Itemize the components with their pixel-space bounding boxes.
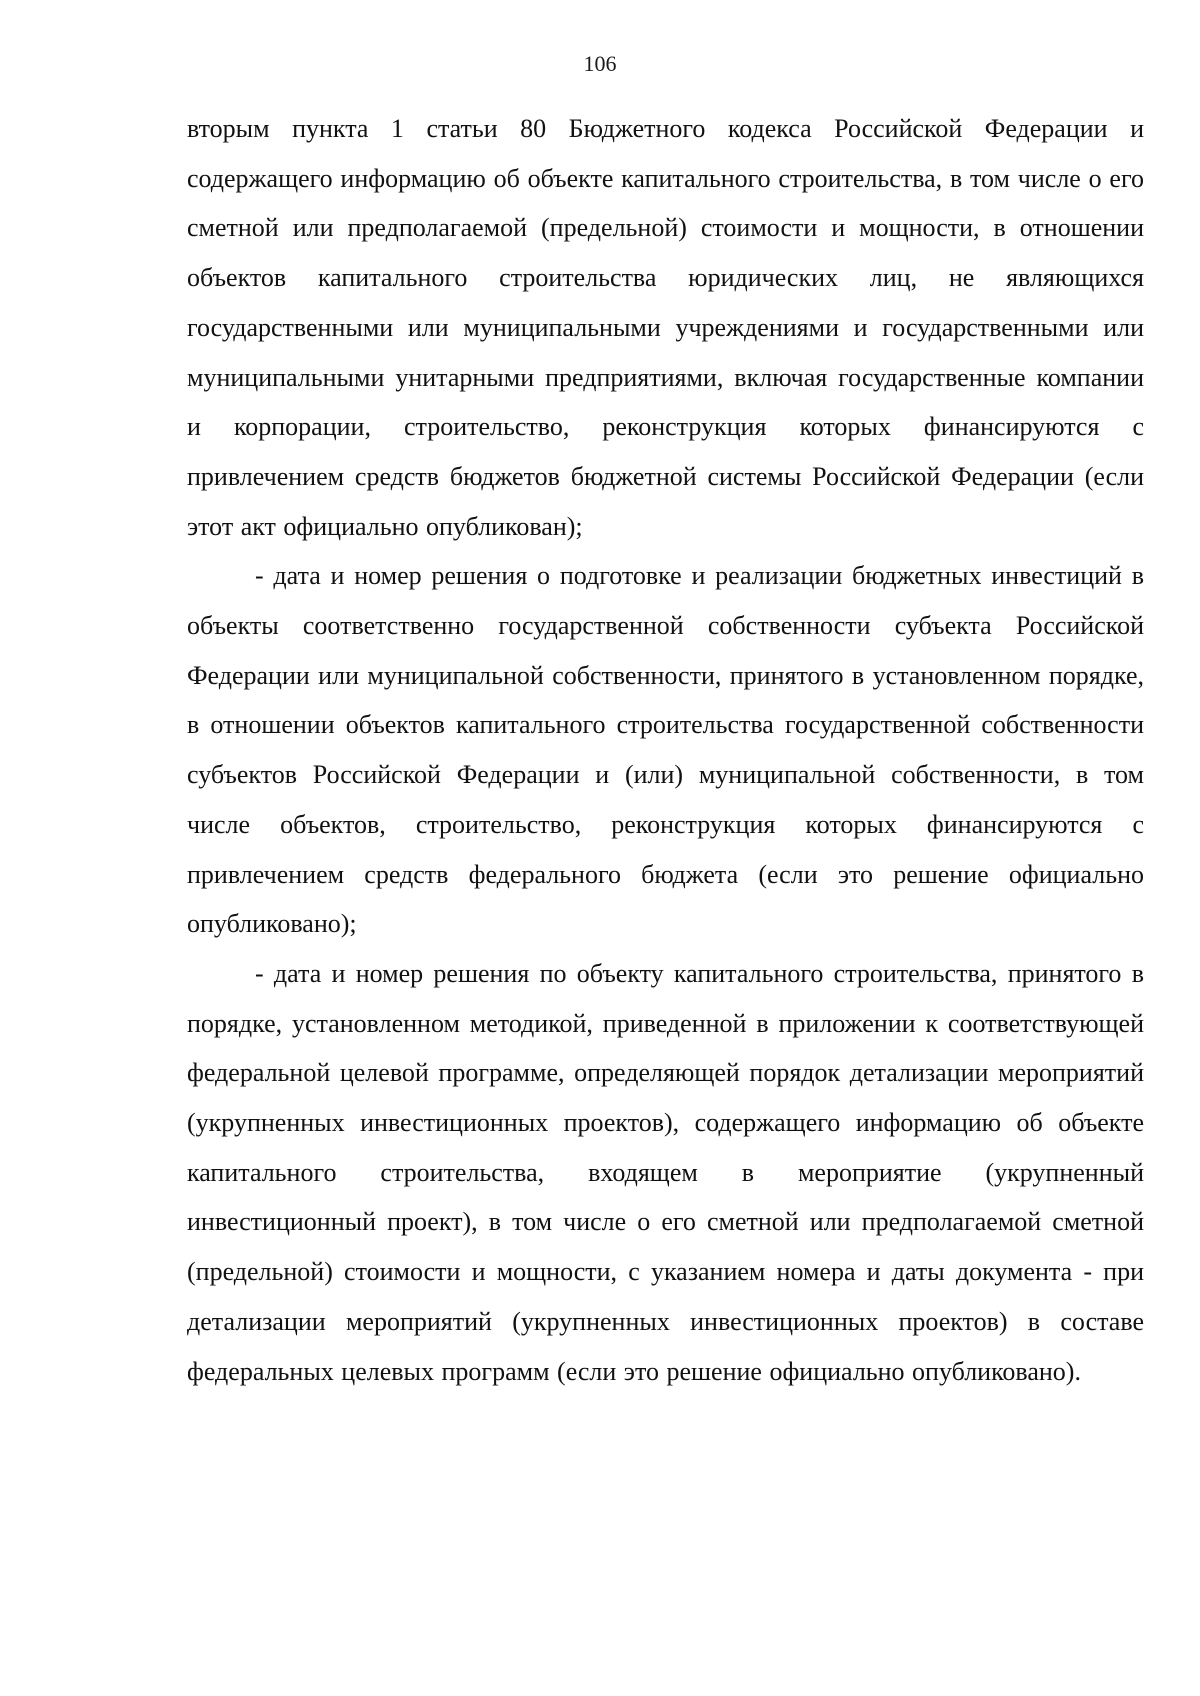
paragraph-list-item: - дата и номер решения о подготовке и реализации бюджетных инвестиций в объекты соответственно государственной собственности субъекта Российской Федерации или муниципальной собственности, принятого в установленном порядке, в отношении объектов капитального строительства государственной собственности субъектов Российской Федерации и (или) муниципальной собственности, в том числе объектов, строительство, реконструкция которых финансируются с привлечением средств федерального бюджета (если это решение официально опубликовано); xyxy=(187,561,1144,939)
paragraph-list-item: - дата и номер решения по объекту капитального строительства, принятого в порядке, установленном методикой, приведенной в приложении к соответствующей федеральной целевой программе, определяющей порядок детализации мероприятий (укрупненных инвестиционных проектов), содержащего информацию об объекте капитального строительства, входящем в мероприятие (укрупненный инвестиционный проект), в том числе о его сметной или предполагаемой сметной (предельной) стоимости и мощности, с указанием номера и даты документа - при детализации мероприятий (укрупненных инвестиционных проектов) в составе федеральных целевых программ (если это решение официально опубликовано). xyxy=(187,958,1144,1386)
paragraph-continuation: вторым пункта 1 статьи 80 Бюджетного кодекса Российской Федерации и содержащего информацию об объекте капитального строительства, в том числе о его сметной или предполагаемой (предельной) стоимости и мощности, в отношении объектов капитального строительства юридических лиц, не являющихся государственными или муниципальными учреждениями и государственными или муниципальными унитарными предприятиями, включая государственные компании и корпорации, строительство, реконструкция которых финансируются с привлечением средств бюджетов бюджетной системы Российской Федерации (если этот акт официально опубликован); xyxy=(187,114,1144,541)
document-body xyxy=(187,104,1144,1396)
page-number: 106 xyxy=(583,51,617,76)
